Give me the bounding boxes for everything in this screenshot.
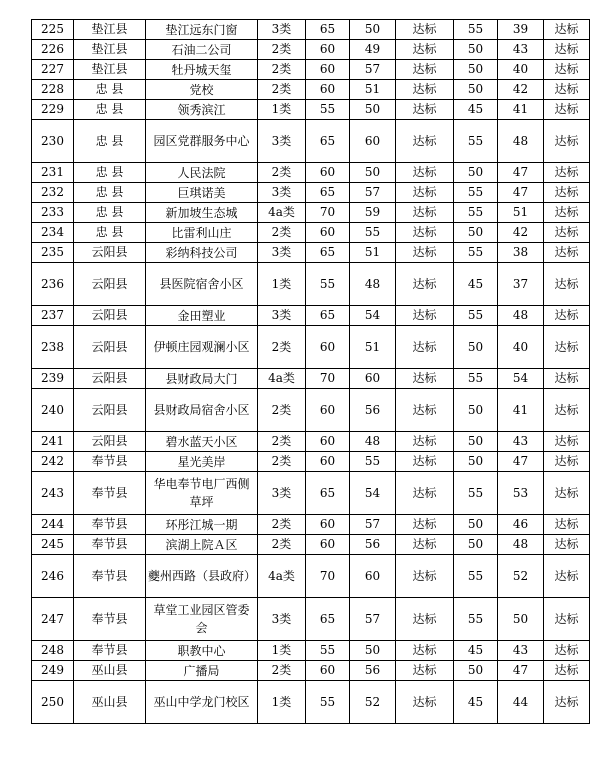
row-number-cell: 231 [32, 163, 74, 183]
day-result-cell: 达标 [396, 661, 454, 681]
night-result-cell: 达标 [544, 20, 590, 40]
day-result-cell: 达标 [396, 120, 454, 163]
county-cell: 奉节县 [74, 598, 146, 641]
table-row [32, 203, 590, 223]
county-cell: 云阳县 [74, 432, 146, 452]
day-result-cell: 达标 [396, 20, 454, 40]
county-cell: 垫江县 [74, 20, 146, 40]
zone-class-cell: 1类 [258, 641, 306, 661]
day-result-cell: 达标 [396, 80, 454, 100]
county-cell: 奉节县 [74, 472, 146, 515]
night-result-cell: 达标 [544, 326, 590, 369]
zone-class-cell: 2类 [258, 40, 306, 60]
zone-class-cell: 2类 [258, 432, 306, 452]
night-value-cell: 48 [498, 306, 544, 326]
row-number-cell: 243 [32, 472, 74, 515]
night-value-cell: 54 [498, 369, 544, 389]
night-result-cell: 达标 [544, 203, 590, 223]
night-standard-cell: 55 [454, 598, 498, 641]
night-standard-cell: 50 [454, 163, 498, 183]
day-standard-cell: 60 [306, 432, 350, 452]
night-value-cell: 47 [498, 452, 544, 472]
table-row [32, 163, 590, 183]
day-result-cell: 达标 [396, 555, 454, 598]
site-name-cell: 夔州西路（县政府） [146, 555, 258, 598]
table-row [32, 369, 590, 389]
day-value-cell: 51 [350, 326, 396, 369]
row-number-cell: 232 [32, 183, 74, 203]
site-name-cell: 碧水蓝天小区 [146, 432, 258, 452]
site-name-cell: 党校 [146, 80, 258, 100]
county-cell: 忠 县 [74, 203, 146, 223]
night-result-cell: 达标 [544, 555, 590, 598]
table-row [32, 432, 590, 452]
day-result-cell: 达标 [396, 163, 454, 183]
night-standard-cell: 45 [454, 263, 498, 306]
night-result-cell: 达标 [544, 80, 590, 100]
night-result-cell: 达标 [544, 120, 590, 163]
night-standard-cell: 50 [454, 535, 498, 555]
county-cell: 云阳县 [74, 369, 146, 389]
county-cell: 忠 县 [74, 223, 146, 243]
day-value-cell: 54 [350, 306, 396, 326]
table-row [32, 100, 590, 120]
day-result-cell: 达标 [396, 598, 454, 641]
night-value-cell: 41 [498, 100, 544, 120]
county-cell: 奉节县 [74, 555, 146, 598]
day-result-cell: 达标 [396, 243, 454, 263]
day-standard-cell: 60 [306, 163, 350, 183]
row-number-cell: 236 [32, 263, 74, 306]
night-standard-cell: 55 [454, 369, 498, 389]
day-result-cell: 达标 [396, 369, 454, 389]
night-standard-cell: 55 [454, 20, 498, 40]
night-result-cell: 达标 [544, 369, 590, 389]
table-row [32, 243, 590, 263]
row-number-cell: 237 [32, 306, 74, 326]
table-row [32, 223, 590, 243]
row-number-cell: 235 [32, 243, 74, 263]
zone-class-cell: 4a类 [258, 555, 306, 598]
day-standard-cell: 60 [306, 80, 350, 100]
row-number-cell: 238 [32, 326, 74, 369]
day-result-cell: 达标 [396, 326, 454, 369]
county-cell: 奉节县 [74, 452, 146, 472]
night-value-cell: 48 [498, 120, 544, 163]
night-result-cell: 达标 [544, 100, 590, 120]
table-row [32, 389, 590, 432]
night-value-cell: 43 [498, 641, 544, 661]
night-value-cell: 46 [498, 515, 544, 535]
day-value-cell: 55 [350, 452, 396, 472]
table-row [32, 641, 590, 661]
county-cell: 奉节县 [74, 515, 146, 535]
night-value-cell: 43 [498, 40, 544, 60]
zone-class-cell: 1类 [258, 263, 306, 306]
zone-class-cell: 4a类 [258, 203, 306, 223]
day-result-cell: 达标 [396, 223, 454, 243]
table-row [32, 80, 590, 100]
site-name-cell: 彩纳科技公司 [146, 243, 258, 263]
night-value-cell: 50 [498, 598, 544, 641]
night-value-cell: 48 [498, 535, 544, 555]
zone-class-cell: 2类 [258, 223, 306, 243]
night-standard-cell: 50 [454, 80, 498, 100]
site-name-cell: 石油二公司 [146, 40, 258, 60]
day-standard-cell: 65 [306, 306, 350, 326]
night-standard-cell: 50 [454, 326, 498, 369]
table-row [32, 40, 590, 60]
night-value-cell: 52 [498, 555, 544, 598]
zone-class-cell: 1类 [258, 681, 306, 724]
site-name-cell: 滨湖上院Ａ区 [146, 535, 258, 555]
row-number-cell: 225 [32, 20, 74, 40]
county-cell: 云阳县 [74, 263, 146, 306]
zone-class-cell: 3类 [258, 20, 306, 40]
day-standard-cell: 60 [306, 60, 350, 80]
day-standard-cell: 55 [306, 100, 350, 120]
day-result-cell: 达标 [396, 535, 454, 555]
night-result-cell: 达标 [544, 598, 590, 641]
night-standard-cell: 50 [454, 40, 498, 60]
zone-class-cell: 3类 [258, 472, 306, 515]
table-row [32, 120, 590, 163]
row-number-cell: 234 [32, 223, 74, 243]
day-standard-cell: 65 [306, 243, 350, 263]
site-name-cell: 比雷利山庄 [146, 223, 258, 243]
county-cell: 巫山县 [74, 681, 146, 724]
county-cell: 忠 县 [74, 163, 146, 183]
night-standard-cell: 50 [454, 661, 498, 681]
zone-class-cell: 2类 [258, 389, 306, 432]
night-standard-cell: 50 [454, 515, 498, 535]
day-value-cell: 56 [350, 661, 396, 681]
day-standard-cell: 60 [306, 535, 350, 555]
county-cell: 忠 县 [74, 80, 146, 100]
table-row [32, 452, 590, 472]
night-standard-cell: 55 [454, 120, 498, 163]
row-number-cell: 247 [32, 598, 74, 641]
county-cell: 云阳县 [74, 306, 146, 326]
day-value-cell: 59 [350, 203, 396, 223]
row-number-cell: 239 [32, 369, 74, 389]
zone-class-cell: 2类 [258, 80, 306, 100]
county-cell: 云阳县 [74, 389, 146, 432]
night-result-cell: 达标 [544, 535, 590, 555]
table-row [32, 598, 590, 641]
night-result-cell: 达标 [544, 641, 590, 661]
night-result-cell: 达标 [544, 432, 590, 452]
day-result-cell: 达标 [396, 183, 454, 203]
day-value-cell: 50 [350, 20, 396, 40]
site-name-cell: 县财政局大门 [146, 369, 258, 389]
zone-class-cell: 2类 [258, 535, 306, 555]
night-standard-cell: 50 [454, 223, 498, 243]
day-result-cell: 达标 [396, 515, 454, 535]
night-standard-cell: 55 [454, 472, 498, 515]
site-name-cell: 巫山中学龙门校区 [146, 681, 258, 724]
day-standard-cell: 65 [306, 20, 350, 40]
day-standard-cell: 60 [306, 326, 350, 369]
night-value-cell: 47 [498, 163, 544, 183]
zone-class-cell: 3类 [258, 243, 306, 263]
day-value-cell: 49 [350, 40, 396, 60]
table-row [32, 661, 590, 681]
site-name-cell: 环彤江城一期 [146, 515, 258, 535]
site-name-cell: 广播局 [146, 661, 258, 681]
table-row [32, 306, 590, 326]
zone-class-cell: 4a类 [258, 369, 306, 389]
night-standard-cell: 55 [454, 243, 498, 263]
site-name-cell: 草堂工业园区管委会 [146, 598, 258, 641]
day-value-cell: 51 [350, 80, 396, 100]
row-number-cell: 245 [32, 535, 74, 555]
night-standard-cell: 55 [454, 306, 498, 326]
day-standard-cell: 65 [306, 598, 350, 641]
site-name-cell: 金田塑业 [146, 306, 258, 326]
night-result-cell: 达标 [544, 306, 590, 326]
day-standard-cell: 60 [306, 389, 350, 432]
day-result-cell: 达标 [396, 306, 454, 326]
night-value-cell: 43 [498, 432, 544, 452]
day-result-cell: 达标 [396, 452, 454, 472]
site-name-cell: 星光美岸 [146, 452, 258, 472]
table-row [32, 183, 590, 203]
row-number-cell: 227 [32, 60, 74, 80]
day-result-cell: 达标 [396, 472, 454, 515]
day-result-cell: 达标 [396, 681, 454, 724]
night-value-cell: 53 [498, 472, 544, 515]
site-name-cell: 伊顿庄园观澜小区 [146, 326, 258, 369]
night-result-cell: 达标 [544, 681, 590, 724]
night-value-cell: 40 [498, 60, 544, 80]
zone-class-cell: 2类 [258, 515, 306, 535]
zone-class-cell: 2类 [258, 163, 306, 183]
row-number-cell: 229 [32, 100, 74, 120]
site-name-cell: 人民法院 [146, 163, 258, 183]
night-result-cell: 达标 [544, 40, 590, 60]
county-cell: 垫江县 [74, 60, 146, 80]
table-row [32, 326, 590, 369]
row-number-cell: 250 [32, 681, 74, 724]
row-number-cell: 249 [32, 661, 74, 681]
day-standard-cell: 60 [306, 452, 350, 472]
night-standard-cell: 55 [454, 555, 498, 598]
day-value-cell: 60 [350, 555, 396, 598]
site-name-cell: 园区党群服务中心 [146, 120, 258, 163]
table-row [32, 515, 590, 535]
night-result-cell: 达标 [544, 515, 590, 535]
zone-class-cell: 3类 [258, 598, 306, 641]
zone-class-cell: 2类 [258, 326, 306, 369]
day-value-cell: 57 [350, 515, 396, 535]
day-standard-cell: 55 [306, 641, 350, 661]
day-value-cell: 52 [350, 681, 396, 724]
night-result-cell: 达标 [544, 389, 590, 432]
noise-monitoring-table [31, 19, 590, 724]
night-result-cell: 达标 [544, 472, 590, 515]
night-standard-cell: 55 [454, 203, 498, 223]
night-standard-cell: 50 [454, 60, 498, 80]
day-result-cell: 达标 [396, 60, 454, 80]
county-cell: 奉节县 [74, 641, 146, 661]
table-body [32, 20, 590, 724]
day-result-cell: 达标 [396, 263, 454, 306]
day-value-cell: 50 [350, 641, 396, 661]
table-row [32, 472, 590, 515]
night-standard-cell: 50 [454, 389, 498, 432]
day-standard-cell: 60 [306, 223, 350, 243]
row-number-cell: 228 [32, 80, 74, 100]
night-result-cell: 达标 [544, 243, 590, 263]
county-cell: 巫山县 [74, 661, 146, 681]
day-standard-cell: 65 [306, 472, 350, 515]
day-value-cell: 50 [350, 100, 396, 120]
county-cell: 忠 县 [74, 100, 146, 120]
day-standard-cell: 60 [306, 40, 350, 60]
day-standard-cell: 60 [306, 661, 350, 681]
night-result-cell: 达标 [544, 163, 590, 183]
day-standard-cell: 55 [306, 681, 350, 724]
day-value-cell: 56 [350, 535, 396, 555]
site-name-cell: 职教中心 [146, 641, 258, 661]
night-value-cell: 42 [498, 223, 544, 243]
night-standard-cell: 45 [454, 100, 498, 120]
night-value-cell: 38 [498, 243, 544, 263]
night-result-cell: 达标 [544, 60, 590, 80]
table-row [32, 681, 590, 724]
night-value-cell: 51 [498, 203, 544, 223]
day-value-cell: 57 [350, 183, 396, 203]
row-number-cell: 242 [32, 452, 74, 472]
day-result-cell: 达标 [396, 641, 454, 661]
table-row [32, 263, 590, 306]
night-result-cell: 达标 [544, 223, 590, 243]
night-value-cell: 40 [498, 326, 544, 369]
table-row [32, 555, 590, 598]
county-cell: 云阳县 [74, 243, 146, 263]
site-name-cell: 县财政局宿舍小区 [146, 389, 258, 432]
night-value-cell: 47 [498, 661, 544, 681]
night-standard-cell: 45 [454, 641, 498, 661]
row-number-cell: 248 [32, 641, 74, 661]
zone-class-cell: 3类 [258, 120, 306, 163]
night-standard-cell: 45 [454, 681, 498, 724]
row-number-cell: 241 [32, 432, 74, 452]
night-result-cell: 达标 [544, 661, 590, 681]
county-cell: 云阳县 [74, 326, 146, 369]
night-standard-cell: 55 [454, 183, 498, 203]
day-value-cell: 48 [350, 263, 396, 306]
row-number-cell: 240 [32, 389, 74, 432]
zone-class-cell: 3类 [258, 183, 306, 203]
day-value-cell: 60 [350, 369, 396, 389]
site-name-cell: 牡丹城天玺 [146, 60, 258, 80]
day-standard-cell: 60 [306, 515, 350, 535]
site-name-cell: 领秀滨江 [146, 100, 258, 120]
county-cell: 忠 县 [74, 183, 146, 203]
day-standard-cell: 70 [306, 369, 350, 389]
day-value-cell: 56 [350, 389, 396, 432]
zone-class-cell: 2类 [258, 661, 306, 681]
row-number-cell: 233 [32, 203, 74, 223]
day-standard-cell: 65 [306, 120, 350, 163]
county-cell: 奉节县 [74, 535, 146, 555]
day-standard-cell: 55 [306, 263, 350, 306]
county-cell: 垫江县 [74, 40, 146, 60]
table-row [32, 20, 590, 40]
site-name-cell: 县医院宿舍小区 [146, 263, 258, 306]
county-cell: 忠 县 [74, 120, 146, 163]
night-standard-cell: 50 [454, 452, 498, 472]
zone-class-cell: 2类 [258, 452, 306, 472]
day-result-cell: 达标 [396, 432, 454, 452]
day-result-cell: 达标 [396, 40, 454, 60]
row-number-cell: 246 [32, 555, 74, 598]
table-row [32, 60, 590, 80]
night-value-cell: 47 [498, 183, 544, 203]
day-standard-cell: 70 [306, 203, 350, 223]
night-result-cell: 达标 [544, 452, 590, 472]
day-result-cell: 达标 [396, 389, 454, 432]
site-name-cell: 华电奉节电厂西侧草坪 [146, 472, 258, 515]
night-value-cell: 44 [498, 681, 544, 724]
day-value-cell: 48 [350, 432, 396, 452]
day-standard-cell: 65 [306, 183, 350, 203]
night-result-cell: 达标 [544, 263, 590, 306]
night-value-cell: 37 [498, 263, 544, 306]
night-value-cell: 41 [498, 389, 544, 432]
day-result-cell: 达标 [396, 203, 454, 223]
night-value-cell: 39 [498, 20, 544, 40]
day-value-cell: 57 [350, 60, 396, 80]
zone-class-cell: 2类 [258, 60, 306, 80]
site-name-cell: 垫江远东门窗 [146, 20, 258, 40]
zone-class-cell: 1类 [258, 100, 306, 120]
day-value-cell: 51 [350, 243, 396, 263]
day-value-cell: 54 [350, 472, 396, 515]
row-number-cell: 226 [32, 40, 74, 60]
day-result-cell: 达标 [396, 100, 454, 120]
day-value-cell: 50 [350, 163, 396, 183]
day-value-cell: 60 [350, 120, 396, 163]
night-value-cell: 42 [498, 80, 544, 100]
night-result-cell: 达标 [544, 183, 590, 203]
zone-class-cell: 3类 [258, 306, 306, 326]
day-value-cell: 55 [350, 223, 396, 243]
day-standard-cell: 70 [306, 555, 350, 598]
row-number-cell: 244 [32, 515, 74, 535]
site-name-cell: 巨琪诺美 [146, 183, 258, 203]
site-name-cell: 新加坡生态城 [146, 203, 258, 223]
table-row [32, 535, 590, 555]
night-standard-cell: 50 [454, 432, 498, 452]
row-number-cell: 230 [32, 120, 74, 163]
day-value-cell: 57 [350, 598, 396, 641]
